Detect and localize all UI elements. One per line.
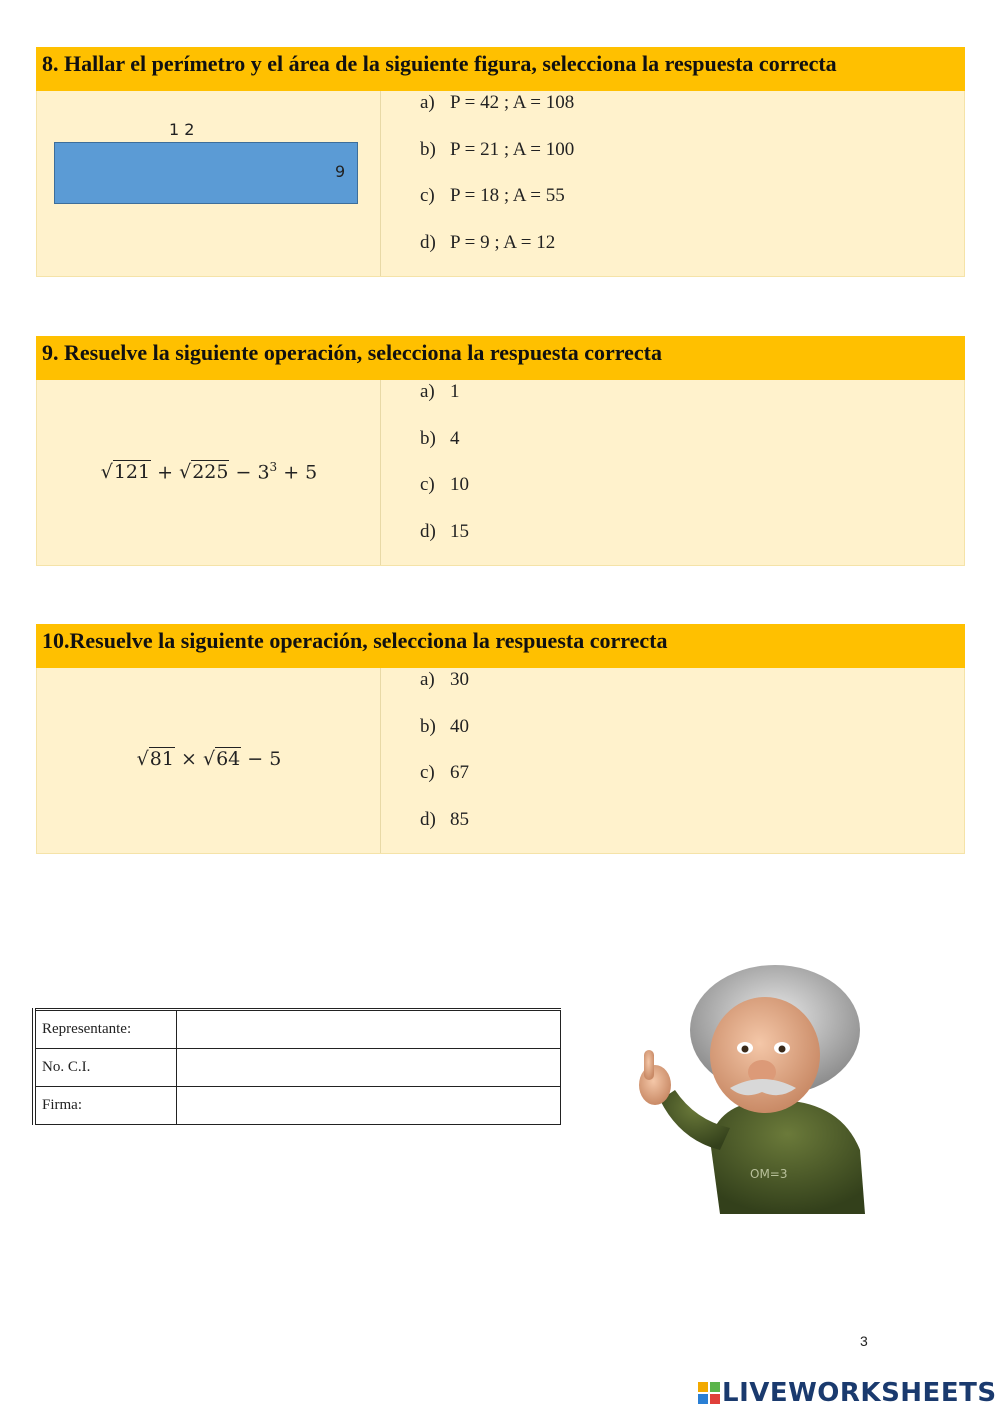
question-8-body — [36, 91, 965, 277]
rectangle-figure — [54, 142, 358, 204]
rectangle-side-label: 9 — [335, 162, 346, 181]
representative-label: Representante: — [34, 1010, 177, 1049]
einstein-mascot-illustration — [600, 950, 900, 1240]
ci-field[interactable] — [177, 1049, 561, 1087]
question-8-options — [382, 91, 964, 276]
sqrt-symbol: √121 — [100, 461, 151, 484]
option-d[interactable]: d) 15 — [420, 521, 469, 542]
question-10 — [36, 624, 965, 854]
option-a[interactable]: a) 1 — [420, 381, 460, 402]
table-row — [34, 1087, 561, 1125]
question-9-body — [36, 380, 965, 566]
question-8 — [36, 47, 965, 277]
question-9-options — [382, 380, 964, 565]
representative-field[interactable] — [177, 1010, 561, 1049]
page-number: 3 — [860, 1333, 868, 1349]
svg-text:OM=3: OM=3 — [750, 1167, 788, 1181]
sqrt-symbol: √64 — [202, 748, 241, 770]
question-9-expression: $√121 + √225 - 3^3 + 5$ — [100, 460, 318, 484]
option-a[interactable]: a) P = 42 ; A = 108 — [420, 92, 575, 113]
question-9-title: 9. Resuelve la siguiente operación, selecciona la respuesta correcta — [36, 336, 965, 380]
option-b[interactable]: b) P = 21 ; A = 100 — [420, 139, 575, 160]
liveworksheets-logo: LIVEWORKSHEETS — [698, 1378, 997, 1408]
table-row — [34, 1049, 561, 1087]
ci-label: No. C.I. — [34, 1049, 177, 1087]
option-a[interactable]: a) 30 — [420, 669, 469, 690]
question-10-expression: √81 × √64 − 5 — [136, 748, 282, 770]
liveworksheets-icon — [698, 1382, 720, 1404]
option-d[interactable]: d) P = 9 ; A = 12 — [420, 232, 556, 253]
option-c[interactable]: c) 10 — [420, 474, 469, 495]
signature-label: Firma: — [34, 1087, 177, 1125]
signature-table — [32, 1008, 561, 1125]
question-8-figure — [37, 91, 381, 276]
signature-field[interactable] — [177, 1087, 561, 1125]
option-c[interactable]: c) P = 18 ; A = 55 — [420, 185, 565, 206]
option-d[interactable]: d) 85 — [420, 809, 469, 830]
option-b[interactable]: b) 40 — [420, 716, 469, 737]
question-10-title: 10.Resuelve la siguiente operación, selecciona la respuesta correcta — [36, 624, 965, 668]
rectangle-top-label: 1 2 — [169, 120, 195, 139]
table-row — [34, 1010, 561, 1049]
sqrt-symbol: √81 — [136, 748, 174, 770]
option-c[interactable]: c) 67 — [420, 762, 469, 783]
sqrt-symbol: √225 — [179, 461, 229, 484]
question-10-options — [382, 668, 964, 853]
question-10-body — [36, 668, 965, 854]
question-9 — [36, 336, 965, 566]
option-b[interactable]: b) 4 — [420, 428, 460, 449]
question-8-title: 8. Hallar el perímetro y el área de la siguiente figura, selecciona la respuesta correcta — [36, 47, 965, 91]
